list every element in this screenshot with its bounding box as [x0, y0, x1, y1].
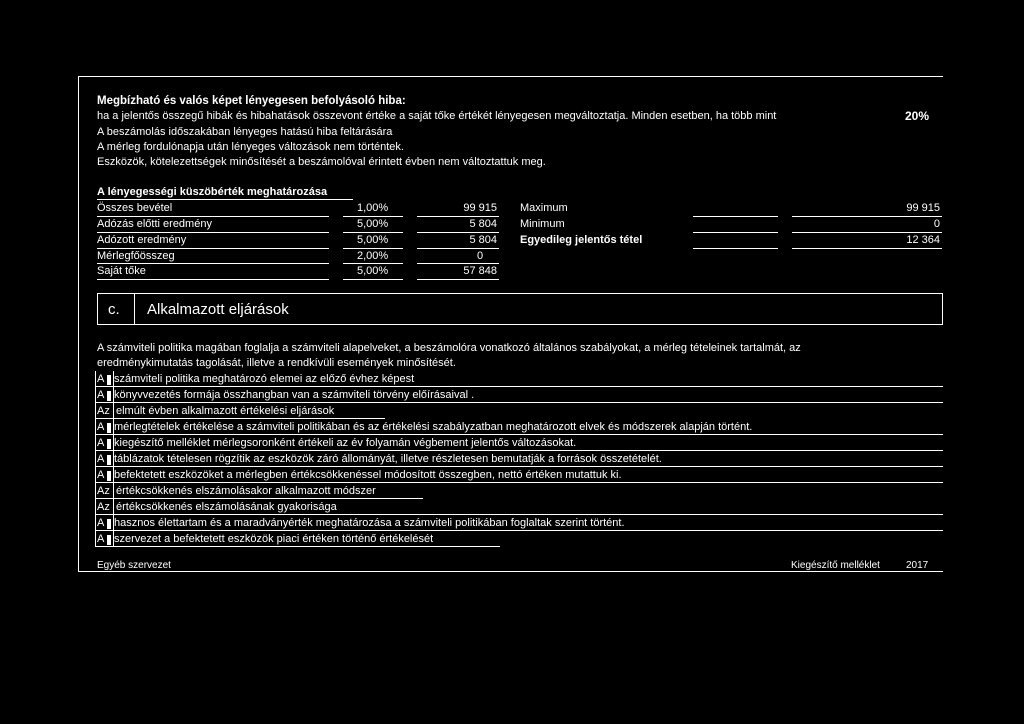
- threshold-pct: 5,00%: [357, 218, 389, 230]
- list-item-rule: [95, 402, 943, 403]
- threshold-row-rule-pct: [343, 279, 403, 280]
- list-item-text: táblázatok tételesen rögzítik az eszközök záró állományát, illetve részletesen bemutatják a források összetételét.: [114, 453, 662, 465]
- list-item-prefix: Az: [97, 405, 110, 417]
- threshold-row-rule-pct: [343, 232, 403, 233]
- list-bullet: [107, 535, 111, 545]
- summary-label-maximum: Maximum: [520, 202, 568, 214]
- list-item-text: mérlegtételek értékelése a számviteli politikában és az értékelési szabályzatban meghatározott elvek és módszerek alapján történt.: [114, 421, 753, 433]
- list-item-text: értékcsökkenés elszámolásának gyakorisága: [116, 501, 337, 513]
- list-item-text: számviteli politika meghatározó elemei az előző évhez képest: [114, 373, 415, 385]
- list-item-prefix: Az: [97, 501, 110, 513]
- threshold-value: 57 848: [463, 265, 497, 277]
- list-item-prefix: Az: [97, 485, 110, 497]
- threshold-title: A lényegességi küszöbérték meghatározása: [97, 186, 328, 198]
- list-item-prefix: A: [97, 453, 105, 465]
- list-item-rule: [95, 386, 943, 387]
- threshold-label: Adózott eredmény: [97, 234, 187, 246]
- threshold-row-rule: [97, 232, 329, 233]
- section-heading-box: [97, 293, 943, 325]
- threshold-pct: 5,00%: [357, 234, 389, 246]
- header-line-2: A beszámolás időszakában lényeges hatású hiba feltárására: [97, 126, 393, 138]
- threshold-value: 5 804: [469, 234, 497, 246]
- threshold-row-rule: [97, 216, 329, 217]
- summary-label-minimum: Minimum: [520, 218, 565, 230]
- header-title: Megbízható és valós képet lényegesen befolyásoló hiba:: [97, 95, 406, 107]
- threshold-label: Összes bevétel: [97, 202, 173, 214]
- list-item-text: szervezet a befektetett eszközök piaci értéken történő értékelését: [114, 533, 434, 545]
- summary-rule: [792, 232, 942, 233]
- list-item-prefix: A: [97, 437, 105, 449]
- list-item-rule: [95, 466, 943, 467]
- list-item-rule: [95, 450, 943, 451]
- list-item-rule: [95, 514, 943, 515]
- list-item-prefix: A: [97, 469, 105, 481]
- summary-rule: [693, 216, 778, 217]
- threshold-label: Mérlegfőösszeg: [97, 250, 175, 262]
- list-item-rule: [95, 418, 385, 419]
- summary-rule: [693, 248, 778, 249]
- summary-rule: [693, 232, 778, 233]
- threshold-label: Adózás előtti eredmény: [97, 218, 212, 230]
- list-item-rule: [95, 530, 943, 531]
- list-bullet: [107, 439, 111, 449]
- footer-doc-title: Kiegészítő melléklet: [791, 560, 880, 571]
- threshold-value: 5 804: [469, 218, 497, 230]
- list-bullet: [107, 423, 111, 433]
- threshold-title-rule: [97, 199, 353, 200]
- list-item-rule: [95, 434, 943, 435]
- threshold-row-rule-val: [417, 279, 499, 280]
- list-bullet: [107, 471, 111, 481]
- list-bullet: [107, 519, 111, 529]
- list-item-prefix: A: [97, 389, 105, 401]
- threshold-pct: 5,00%: [357, 265, 389, 277]
- list-item-rule: [95, 482, 943, 483]
- summary-value-significant: 12 364: [906, 234, 940, 246]
- threshold-value: 99 915: [463, 202, 497, 214]
- section-intro-line-1: A számviteli politika magában foglalja a számviteli alapelveket, a beszámolóra vonatkozó általános szabályokat, a mérleg tételeinek tartalmát, az: [97, 342, 801, 354]
- list-item-text: értékcsökkenés elszámolásakor alkalmazott módszer: [116, 485, 376, 497]
- section-heading-divider: [134, 294, 135, 324]
- left-frame-rule: [78, 76, 79, 572]
- summary-value-maximum: 99 915: [906, 202, 940, 214]
- threshold-pct: 2,00%: [357, 250, 389, 262]
- threshold-row-rule-val: [417, 248, 499, 249]
- list-item-prefix: A: [97, 517, 105, 529]
- threshold-row-rule-pct: [343, 216, 403, 217]
- list-item-text: befektetett eszközöket a mérlegben értékcsökkenéssel módosított összegben, nettó értéken mutattuk ki.: [114, 469, 622, 481]
- summary-label-significant: Egyedileg jelentős tétel: [520, 234, 643, 246]
- summary-value-minimum: 0: [933, 218, 940, 230]
- list-item-text: elmúlt évben alkalmazott értékelési eljárások: [116, 405, 335, 417]
- list-item-prefix: A: [97, 421, 105, 433]
- footer-year: 2017: [906, 560, 929, 571]
- header-line-4: Eszközök, kötelezettségek minősítését a beszámolóval érintett évben nem változtattuk meg.: [97, 156, 546, 168]
- section-letter: c.: [108, 301, 120, 318]
- threshold-row-rule-val: [417, 216, 499, 217]
- header-line-1: ha a jelentős összegű hibák és hibahatások összevont értéke a saját tőke értékét lényegesen megváltoztatja. Minden esetben, ha több mint: [97, 110, 777, 122]
- list-bullet: [107, 375, 111, 385]
- threshold-row-rule-val: [417, 263, 499, 264]
- footer-rule: [78, 571, 943, 572]
- list-bullet: [107, 455, 111, 465]
- threshold-row-rule: [97, 263, 329, 264]
- threshold-row-rule: [97, 248, 329, 249]
- section-title: Alkalmazott eljárások: [147, 301, 289, 318]
- list-bullet: [107, 391, 111, 401]
- list-item-text: kiegészítő melléklet mérlegsoronként értékeli az év folyamán végbement jelentős változásokat.: [114, 437, 577, 449]
- section-intro-line-2: eredménykimutatás tagolását, illetve a rendkívüli események minősítését.: [97, 357, 456, 369]
- threshold-value: 0: [477, 250, 484, 262]
- list-item-rule: [95, 498, 423, 499]
- list-item-prefix: A: [97, 533, 105, 545]
- list-item-rule: [95, 546, 500, 547]
- threshold-row-rule-pct: [343, 248, 403, 249]
- list-item-prefix: A: [97, 373, 105, 385]
- header-line-3: A mérleg fordulónapja után lényeges változások nem történtek.: [97, 141, 404, 153]
- summary-rule: [792, 248, 942, 249]
- threshold-row-rule-pct: [343, 263, 403, 264]
- threshold-row-rule-val: [417, 232, 499, 233]
- threshold-label: Saját tőke: [97, 265, 146, 277]
- threshold-pct: 1,00%: [357, 202, 389, 214]
- threshold-row-rule: [97, 279, 329, 280]
- list-item-text: hasznos élettartam és a maradványérték meghatározása a számviteli politikában foglaltak szerint történt.: [114, 517, 625, 529]
- summary-rule: [792, 216, 942, 217]
- header-percent: 20%: [905, 109, 930, 123]
- list-item-text: könyvvezetés formája összhangban van a számviteli törvény előírásaival .: [114, 389, 475, 401]
- footer-org-type: Egyéb szervezet: [97, 560, 171, 571]
- top-rule: [78, 76, 943, 77]
